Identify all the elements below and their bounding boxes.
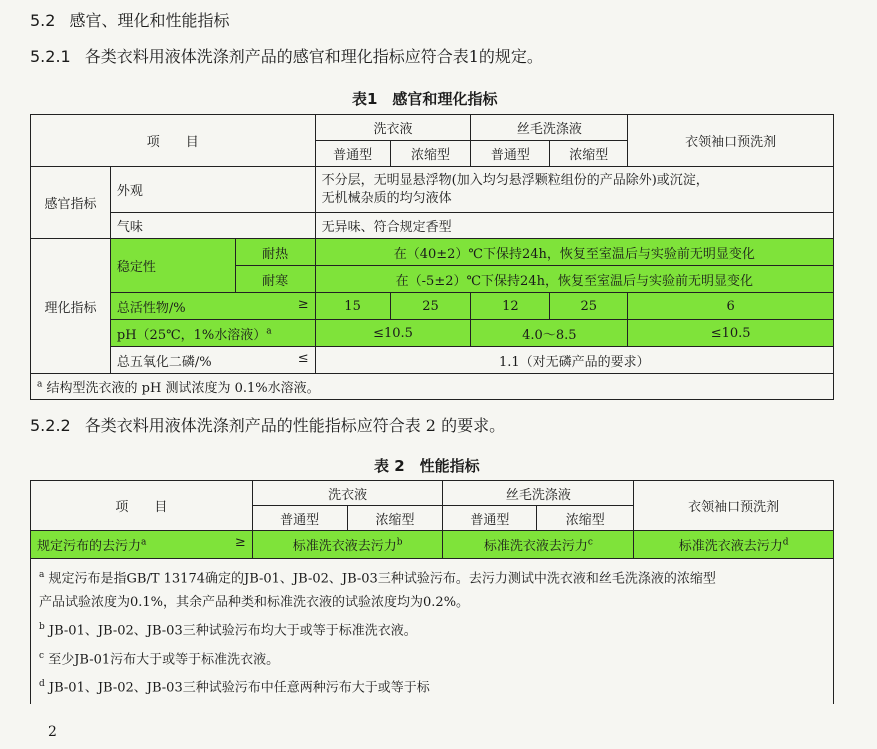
header-collar: 衣领袖口预洗剂 — [628, 115, 834, 167]
active-laundry-concentrated: 25 — [390, 293, 471, 320]
paragraph-5-2-1 — [30, 44, 543, 67]
detergency-laundry — [252, 531, 443, 559]
detergency-label — [31, 531, 253, 559]
table1-caption: 表1 感官和理化指标 — [352, 90, 498, 108]
active-wool-concentrated: 25 — [550, 293, 628, 320]
detergency-wool-text: 标准洗衣液去污力 — [483, 539, 588, 554]
active-wool-regular: 12 — [471, 293, 550, 320]
footnote-mark: a — [37, 379, 43, 390]
header-wool-regular: 普通型 — [471, 141, 550, 167]
header-wool: 丝毛洗涤液 — [471, 115, 628, 141]
footnote-a — [39, 563, 825, 591]
t2-header-wool-concentrated: 浓缩型 — [537, 506, 634, 531]
detergency-collar-text: 标准洗衣液去污力 — [678, 539, 783, 554]
footnote-b-text: JB-01、JB-02、JB-03三种试验污布均大于或等于标准洗衣液。 — [48, 623, 417, 639]
sensory-group: 感官指标 — [31, 167, 111, 239]
paragraph-5-2-2 — [30, 413, 505, 436]
ph-label — [110, 320, 315, 347]
footnote-d — [39, 672, 825, 700]
detergency-wool-mark: c — [587, 537, 593, 548]
active-operator: ≥ — [297, 296, 309, 312]
odor-value: 无异味、符合规定香型 — [315, 213, 833, 239]
heat-value: 在（40±2）℃下保持24h，恢复至室温后与实验前无明显变化 — [315, 239, 833, 266]
cold-value: 在（-5±2）℃下保持24h，恢复至室温后与实验前无明显变化 — [315, 266, 833, 293]
paragraph-number: 5.2.2 — [30, 416, 71, 435]
detergency-note-mark: a — [141, 537, 147, 548]
table1 — [30, 114, 834, 400]
active-laundry-regular: 15 — [315, 293, 390, 320]
header-laundry: 洗衣液 — [315, 115, 471, 141]
detergency-operator: ≥ — [234, 535, 246, 550]
footnote-c-text: 至少JB-01污布大于或等于标准洗衣液。 — [48, 651, 280, 667]
table2-caption: 表 2 性能指标 — [374, 457, 480, 475]
t2-header-item: 项 目 — [31, 481, 253, 531]
appearance-value — [315, 167, 833, 213]
active-label-text: 总活性物/% — [116, 300, 186, 316]
table2-footnotes — [31, 559, 834, 705]
stability-label: 稳定性 — [110, 239, 235, 293]
t2-header-collar: 衣领袖口预洗剂 — [634, 481, 834, 531]
page-number: 2 — [48, 724, 57, 740]
ph-label-text: pH（25℃，1%水溶液） — [116, 327, 267, 343]
footnote-a-cont-text: 产品试验浓度为0.1%，其余产品种类和标准洗衣液的试验浓度均为0.2%。 — [39, 595, 470, 611]
footnote-c-mark: c — [39, 650, 45, 661]
detergency-label-text: 规定污布的去污力 — [37, 539, 142, 554]
ph-laundry: ≤10.5 — [315, 320, 471, 347]
appearance-value-line2: 无机械杂质的均匀液体 — [321, 190, 452, 206]
table1-footnote — [31, 374, 834, 400]
p2o5-operator: ≤ — [297, 350, 309, 366]
t2-header-laundry-regular: 普通型 — [252, 506, 347, 531]
detergency-laundry-mark: b — [396, 537, 403, 548]
header-wool-concentrated: 浓缩型 — [550, 141, 628, 167]
appearance-label: 外观 — [110, 167, 315, 213]
detergency-laundry-text: 标准洗衣液去污力 — [292, 539, 397, 554]
p2o5-label-text: 总五氧化二磷/% — [116, 354, 212, 370]
appearance-value-line1: 不分层，无明显悬浮物(加入均匀悬浮颗粒组份的产品除外)或沉淀， — [321, 172, 709, 188]
paragraph-text: 各类衣料用液体洗涤剂产品的性能指标应符合表 2 的要求。 — [84, 416, 506, 435]
ph-note-mark: a — [266, 326, 272, 337]
footnote-text: 结构型洗衣液的 pH 测试浓度为 0.1%水溶液。 — [46, 381, 320, 396]
section-heading — [30, 8, 229, 31]
footnote-a-cont — [39, 591, 825, 615]
t2-header-wool: 丝毛洗涤液 — [443, 481, 634, 506]
paragraph-number: 5.2.1 — [30, 47, 71, 66]
footnote-c — [39, 644, 825, 672]
detergency-collar — [634, 531, 834, 559]
footnote-a-mark: a — [39, 570, 45, 580]
p2o5-value: 1.1（对无磷产品的要求） — [315, 347, 833, 374]
footnote-d-mark: d — [39, 678, 45, 689]
footnote-b-mark: b — [39, 622, 45, 633]
section-number: 5.2 — [30, 11, 56, 30]
p2o5-label — [110, 347, 315, 374]
header-laundry-regular: 普通型 — [315, 141, 390, 167]
footnote-b — [39, 615, 825, 643]
header-item: 项 目 — [31, 115, 316, 167]
heat-label: 耐热 — [235, 239, 315, 266]
header-laundry-concentrated: 浓缩型 — [390, 141, 471, 167]
t2-header-laundry: 洗衣液 — [252, 481, 443, 506]
active-collar: 6 — [628, 293, 834, 320]
footnote-d-text: JB-01、JB-02、JB-03三种试验污布中任意两种污布大于或等于标 — [48, 680, 430, 696]
ph-collar: ≤10.5 — [628, 320, 834, 347]
detergency-wool — [443, 531, 634, 559]
footnote-a-text: 规定污布是指GB/T 13174确定的JB-01、JB-02、JB-03三种试验污布。去污力测试中洗衣液和丝毛洗涤液的浓缩型 — [48, 571, 716, 587]
detergency-collar-mark: d — [782, 537, 789, 548]
t2-header-wool-regular: 普通型 — [443, 506, 537, 531]
cold-label: 耐寒 — [235, 266, 315, 293]
ph-wool: 4.0～8.5 — [471, 320, 628, 347]
physchem-group: 理化指标 — [31, 239, 111, 374]
active-label — [110, 293, 315, 320]
section-title: 感官、理化和性能指标 — [69, 11, 230, 30]
odor-label: 气味 — [110, 213, 315, 239]
table2 — [30, 480, 834, 704]
paragraph-text: 各类衣料用液体洗涤剂产品的感官和理化指标应符合表1的规定。 — [84, 47, 543, 66]
t2-header-laundry-concentrated: 浓缩型 — [347, 506, 443, 531]
